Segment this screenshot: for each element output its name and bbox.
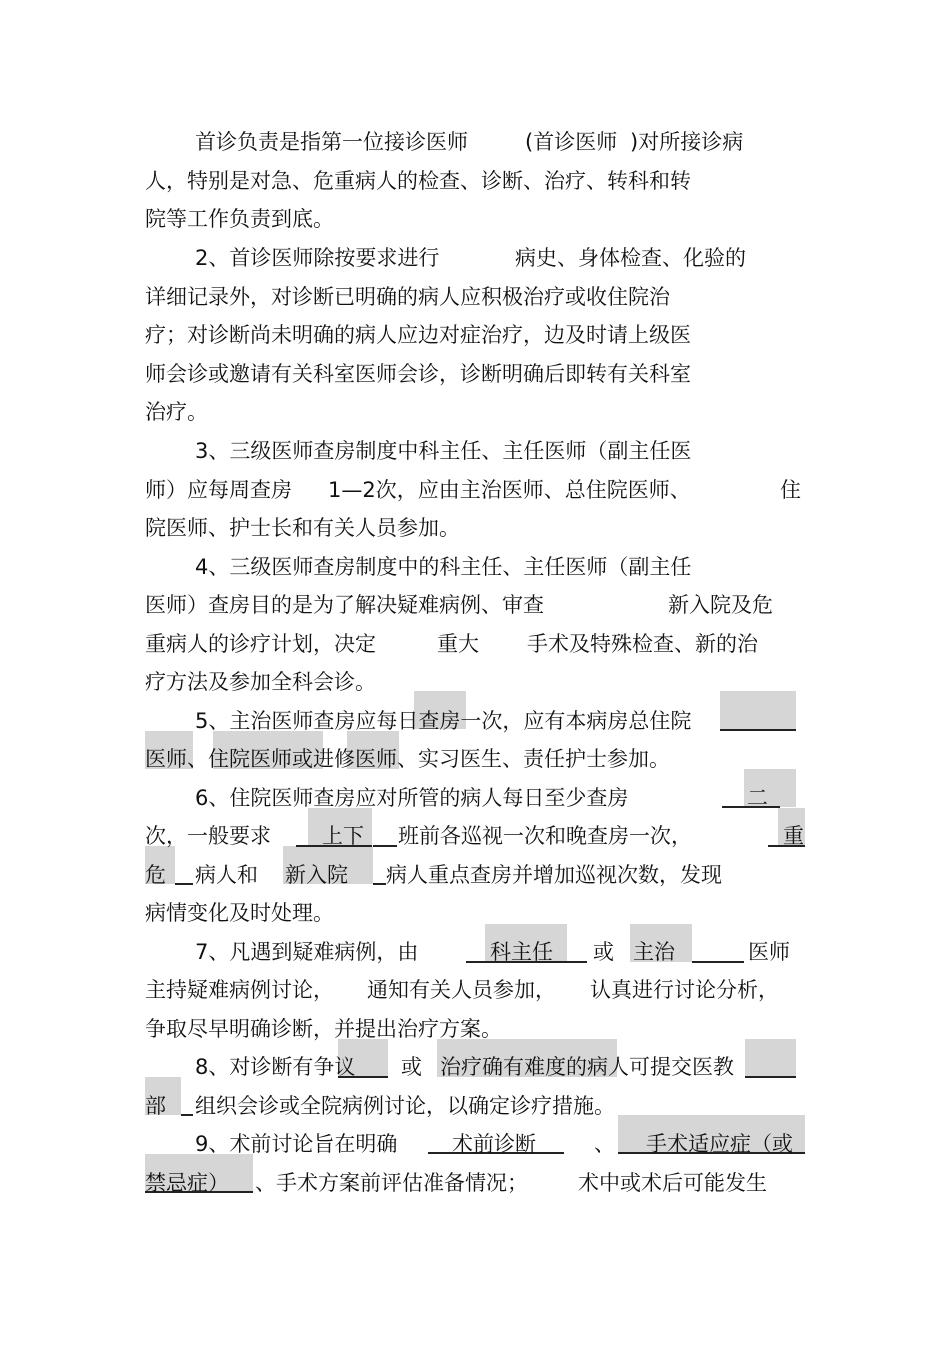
text-segment: 二	[747, 786, 768, 810]
text-line	[0, 123, 950, 161]
text-segment: 班前各巡视一次和晚查房一次，	[398, 824, 692, 848]
text-line	[0, 1087, 950, 1125]
text-segment: 上下	[322, 824, 364, 848]
text-segment: 疗；对诊断尚未明确的病人应边对症治疗，边及时请上级医	[145, 323, 691, 347]
text-segment: 治疗。	[145, 400, 208, 424]
text-segment: 禁忌症）	[145, 1171, 229, 1195]
text-line	[0, 316, 950, 354]
text-segment: 组织会诊或全院病例讨论，以确定诊疗措施。	[195, 1094, 615, 1118]
text-line	[0, 1010, 950, 1048]
text-segment: 3、三级医师查房制度中科主任、主任医师（副主任医	[195, 439, 692, 463]
text-segment: 9、术前讨论旨在明确	[195, 1132, 398, 1156]
text-line	[0, 779, 950, 817]
text-line	[0, 1048, 950, 1086]
text-segment: 重病人的诊疗计划，决定	[145, 632, 376, 656]
text-segment: 治疗确有难度的病人可提交医教	[440, 1055, 734, 1079]
text-segment: )对所接诊病	[630, 130, 744, 154]
text-segment: 疗方法及参加全科会诊。	[145, 670, 376, 694]
text-line	[0, 702, 950, 740]
text-segment: 病史、身体检查、化验的	[515, 246, 746, 270]
text-segment: 术前诊断	[452, 1132, 536, 1156]
text-segment: 住	[780, 478, 801, 502]
text-line	[0, 856, 950, 894]
text-segment: 院医师、护士长和有关人员参加。	[145, 516, 460, 540]
text-segment: 新入院及危	[668, 593, 773, 617]
text-segment: 医师	[748, 940, 790, 964]
text-segment: 科主任	[490, 940, 553, 964]
text-segment: 认真进行讨论分析，	[590, 978, 779, 1002]
text-line	[0, 548, 950, 586]
text-segment: 新入院	[285, 863, 348, 887]
text-segment: 详细记录外，对诊断已明确的病人应积极治疗或收住院治	[145, 285, 670, 309]
text-line	[0, 239, 950, 277]
text-line	[0, 894, 950, 932]
text-segment: 首诊负责是指第一位接诊医师	[195, 130, 468, 154]
text-line	[0, 817, 950, 855]
text-segment: 病人重点查房并增加巡视次数，发现	[386, 863, 722, 887]
text-line	[0, 509, 950, 547]
text-segment: 手术及特殊检查、新的治	[527, 632, 758, 656]
text-segment: 院等工作负责到底。	[145, 207, 334, 231]
text-segment: 或	[593, 940, 614, 964]
text-line	[0, 393, 950, 431]
text-segment: 1—2次，应由主治医师、总住院医师、	[328, 478, 691, 502]
text-segment: 4、三级医师查房制度中的科主任、主任医师（副主任	[195, 555, 692, 579]
text-segment: 重	[783, 824, 804, 848]
text-segment: (首诊医师	[525, 130, 618, 154]
text-segment: 医师、住院医师或进修医师、实习医生、责任护士参加。	[145, 747, 670, 771]
text-segment: 手术适应症（或	[646, 1132, 793, 1156]
text-segment: 人，特别是对急、危重病人的检查、诊断、治疗、转科和转	[145, 169, 691, 193]
text-line	[0, 625, 950, 663]
text-line	[0, 200, 950, 238]
text-segment: 部	[145, 1094, 166, 1118]
text-segment: 师会诊或邀请有关科室医师会诊，诊断明确后即转有关科室	[145, 362, 691, 386]
text-segment: 主治	[633, 940, 675, 964]
text-line	[0, 278, 950, 316]
text-segment: 重大	[437, 632, 479, 656]
text-line	[0, 355, 950, 393]
text-segment: 或	[401, 1055, 422, 1079]
text-segment: 8、对诊断有争议	[195, 1055, 356, 1079]
text-segment: 争取尽早明确诊断，并提出治疗方案。	[145, 1017, 502, 1041]
text-line	[0, 971, 950, 1009]
text-segment: 术中或术后可能发生	[578, 1171, 767, 1195]
text-line	[0, 586, 950, 624]
text-segment: 6、住院医师查房应对所管的病人每日至少查房	[195, 786, 629, 810]
text-segment: 危	[145, 863, 166, 887]
text-segment: 2、首诊医师除按要求进行	[195, 246, 440, 270]
text-line	[0, 1125, 950, 1163]
text-segment: 7、凡遇到疑难病例，由	[195, 940, 419, 964]
text-segment: 通知有关人员参加，	[367, 978, 556, 1002]
text-segment: 病情变化及时处理。	[145, 901, 334, 925]
text-segment: 病人和	[195, 863, 258, 887]
text-line	[0, 663, 950, 701]
text-line	[0, 933, 950, 971]
text-segment: 5、主治医师查房应每日查房一次，应有本病房总住院	[195, 709, 692, 733]
text-line	[0, 740, 950, 778]
text-segment: 师）应每周查房	[145, 478, 292, 502]
text-line	[0, 471, 950, 509]
text-segment: 次，一般要求	[145, 824, 271, 848]
text-segment: 主持疑难病例讨论，	[145, 978, 334, 1002]
text-segment: 医师）查房目的是为了解决疑难病例、审查	[145, 593, 544, 617]
text-line	[0, 162, 950, 200]
text-segment: 、手术方案前评估准备情况；	[255, 1171, 528, 1195]
text-line	[0, 1164, 950, 1202]
text-line	[0, 432, 950, 470]
text-segment: 、	[594, 1132, 615, 1156]
